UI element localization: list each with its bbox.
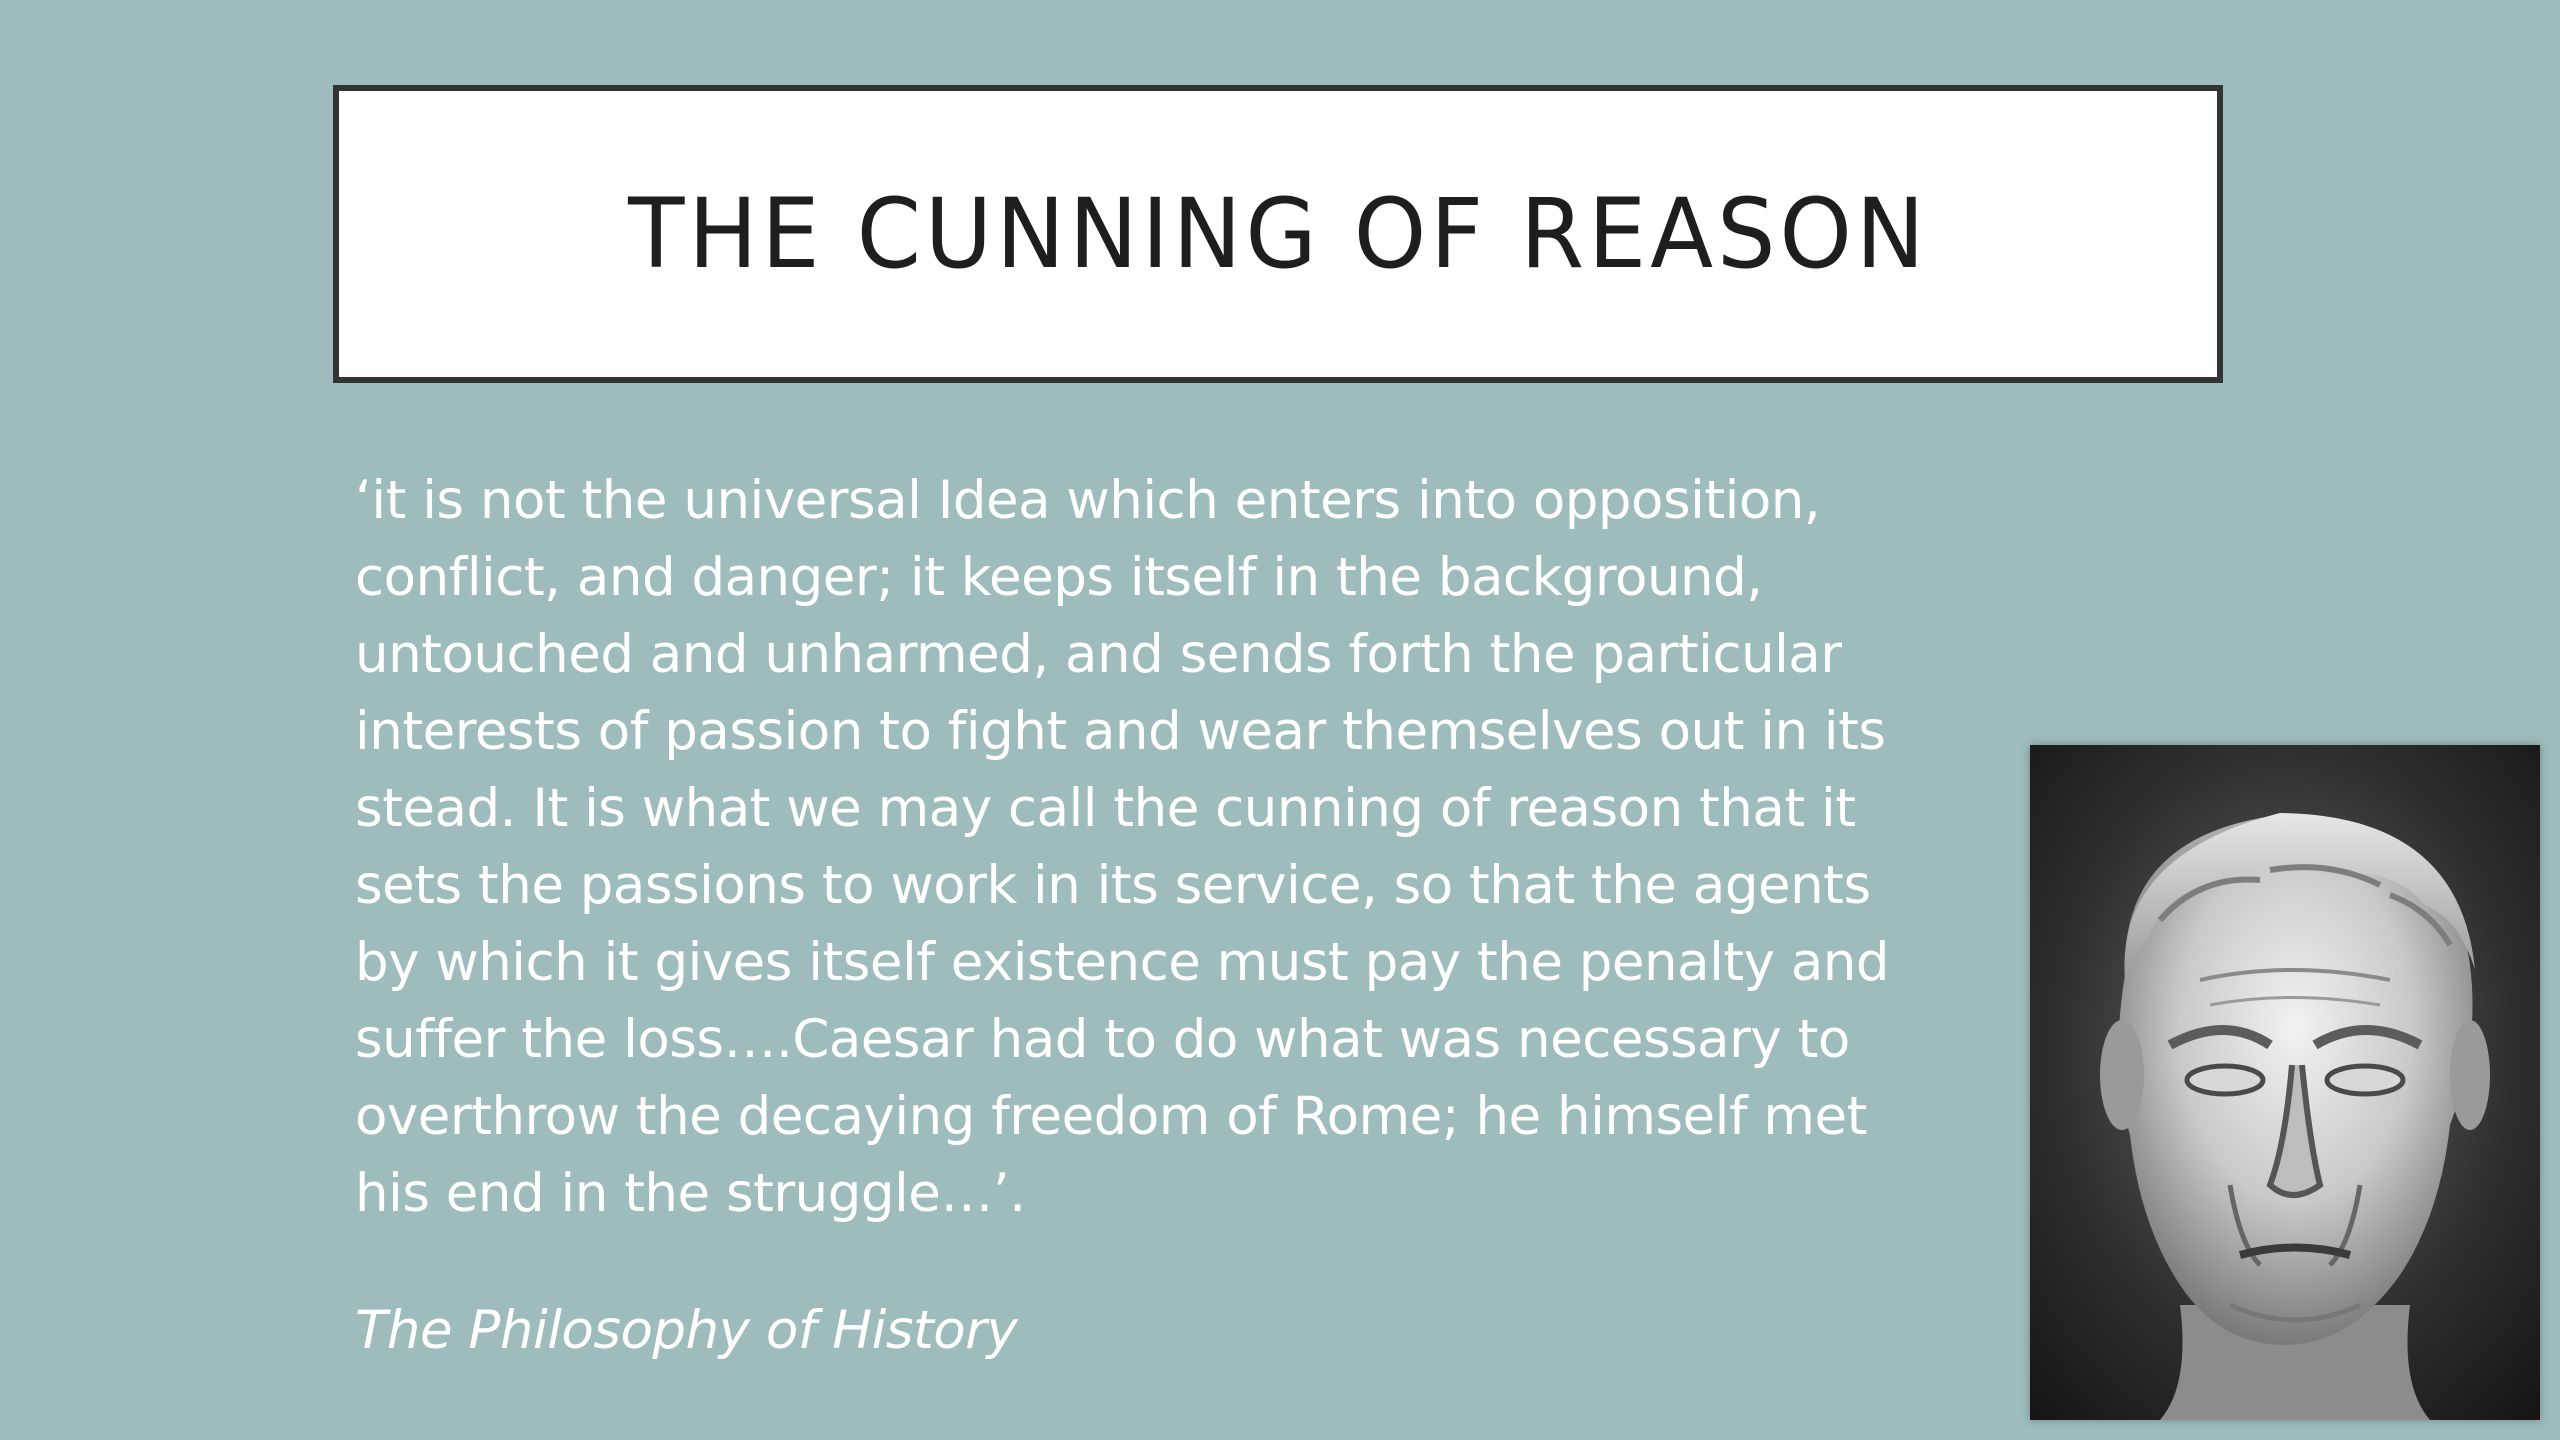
title-box: [333, 85, 2223, 383]
citation-text: The Philosophy of History: [355, 1300, 1018, 1361]
quote-text: ‘it is not the universal Idea which enters into opposition, conflict, and danger; it keeps itself in the background, untouched and unharmed, and sends forth the particular interests of passion to fight and wear themselves out in its stead. It is what we may call the cunning of reason that it sets the passions to work in its service, so that the agents by which it gives itself existence must pay the penalty and suffer the loss….Caesar had to do what was necessary to overthrow the decaying freedom of Rome; he himself met his end in the struggle…’.: [355, 470, 1890, 1224]
slide-title: THE CUNNING OF REASON: [627, 178, 1929, 290]
bust-portrait-graphic: [2030, 745, 2540, 1420]
bust-portrait-image: [2030, 745, 2540, 1420]
